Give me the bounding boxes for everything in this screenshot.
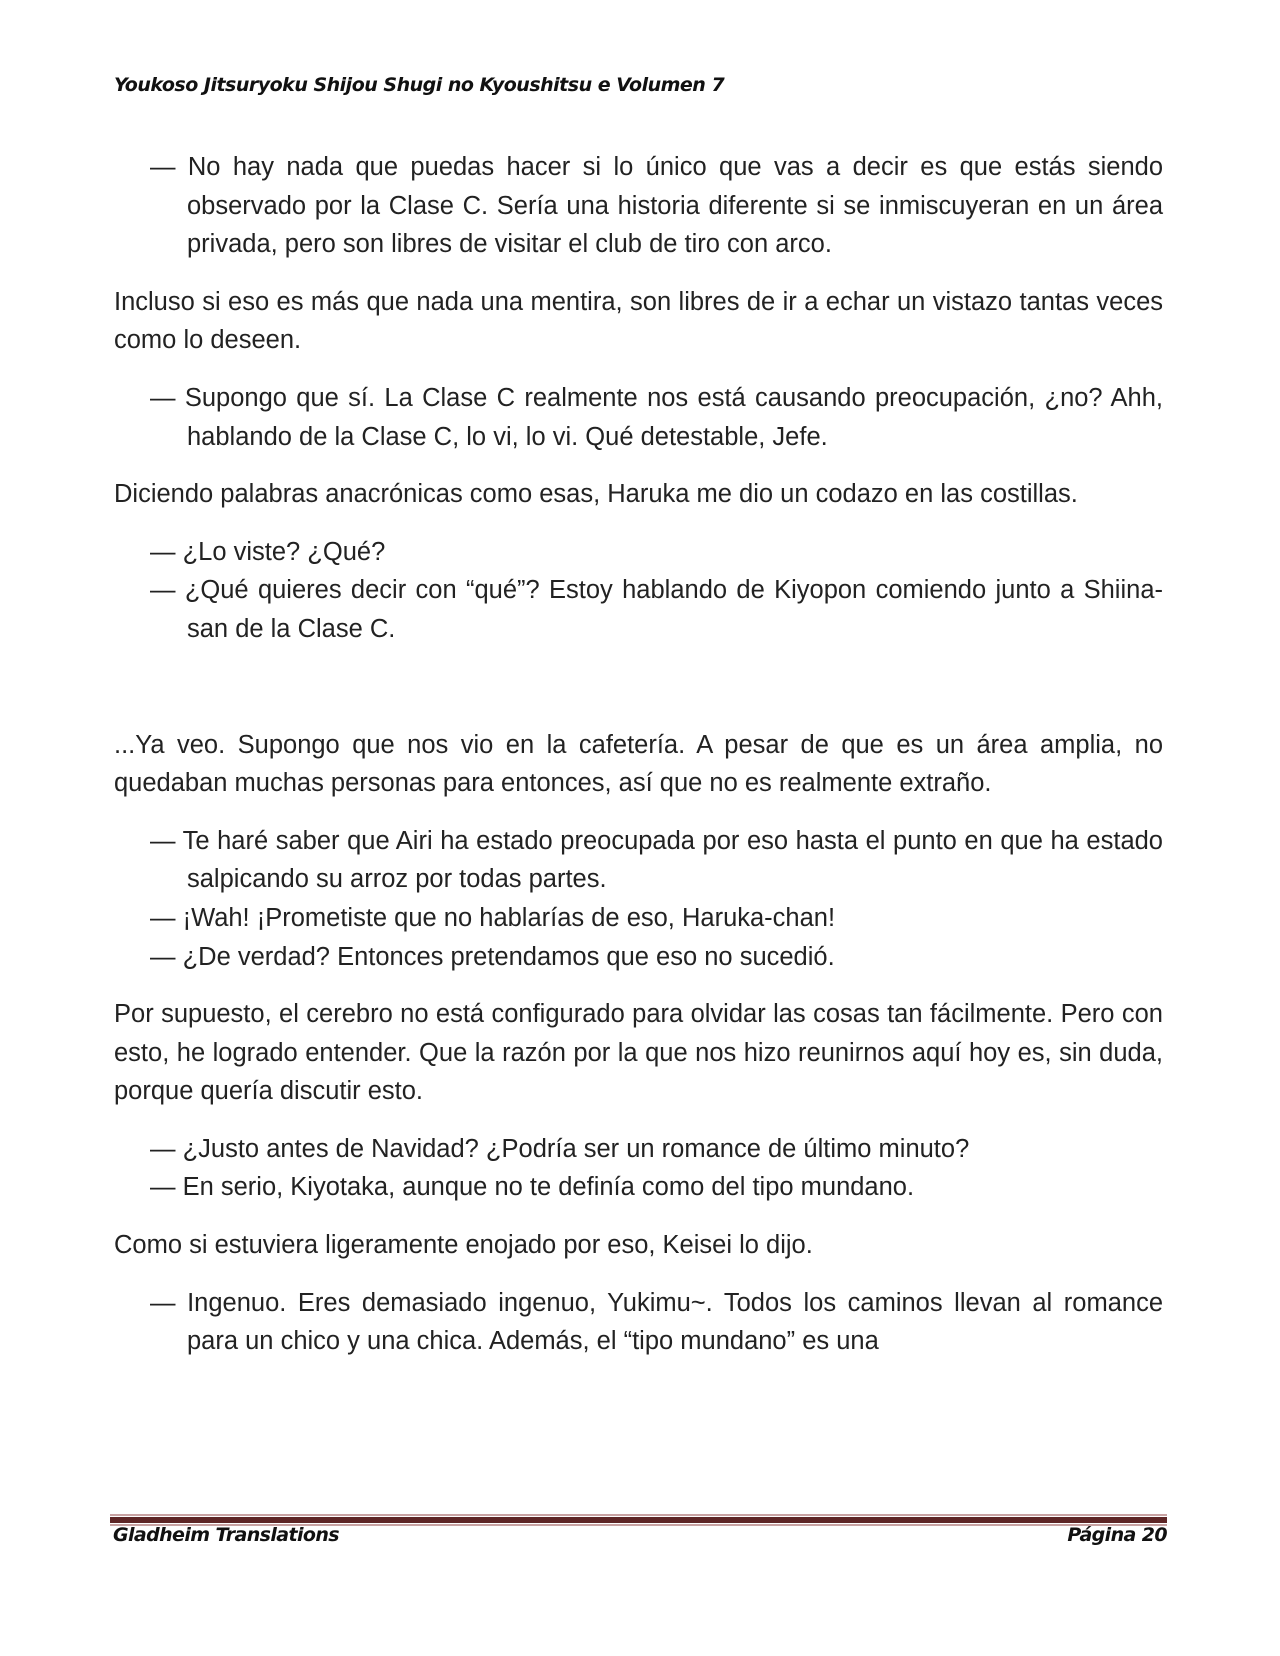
dialogue-line: — Supongo que sí. La Clase C realmente nos está causando preocupación, ¿no? Ahh, hablando de la Clase C, lo vi, lo vi. Qué detestable, Jefe. — [150, 383, 1163, 451]
dialogue-line: — ¿Qué quieres decir con “qué”? Estoy hablando de Kiyopon comiendo junto a Shiina-san de la Clase C. — [150, 576, 1163, 643]
dialogue-line: — No hay nada que puedas hacer si lo único que vas a decir es que estás siendo observado por la Clase C. Sería una historia diferente si se inmiscuyeran en un área privada, pero son libres de visitar el club de tiro con arco. — [150, 153, 1163, 259]
dialogue-block — [114, 379, 1163, 456]
paragraph: Incluso si eso es más que nada una mentira, son libres de ir a echar un vistazo tantas veces como lo deseen. — [114, 287, 1163, 355]
dialogue-block — [114, 533, 1163, 649]
dialogue-line: — Te haré saber que Airi ha estado preocupada por eso hasta el punto en que ha estado salpicando su arroz por todas partes. — [150, 826, 1163, 894]
dialogue-line: — ¿Justo antes de Navidad? ¿Podría ser un romance de último minuto? — [150, 1134, 970, 1163]
dialogue-line: — ¡Wah! ¡Prometiste que no hablarías de eso, Haruka-chan! — [150, 903, 836, 932]
dialogue-line: — ¿Lo viste? ¿Qué? — [150, 537, 386, 566]
dialogue-line: — Ingenuo. Eres demasiado ingenuo, Yukimu~. Todos los caminos llevan al romance para un chico y una chica. Además, el “tipo mundano” es una — [150, 1288, 1163, 1356]
dialogue-block — [114, 1130, 1163, 1207]
dialogue-block — [114, 1284, 1163, 1361]
dialogue-block — [114, 148, 1163, 264]
blank-space — [114, 668, 1163, 726]
paragraph: Diciendo palabras anacrónicas como esas, Haruka me dio un codazo en las costillas. — [114, 480, 1078, 509]
paragraph: ...Ya veo. Supongo que nos vio en la cafetería. A pesar de que es un área amplia, no quedaban muchas personas para entonces, así que no es realmente extraño. — [114, 730, 1163, 798]
paragraph: Como si estuviera ligeramente enojado por eso, Keisei lo dijo. — [114, 1231, 813, 1260]
page-body — [114, 148, 1163, 1380]
dialogue-line: — ¿De verdad? Entonces pretendamos que eso no sucedió. — [150, 942, 835, 971]
paragraph: Por supuesto, el cerebro no está configurado para olvidar las cosas tan fácilmente. Pero con esto, he logrado entender. Que la razón por la que nos hizo reunirnos aquí hoy es, sin duda, porque quería discutir esto. — [114, 1000, 1163, 1106]
footer-translator: Gladheim Translations — [113, 1524, 339, 1546]
page-number: Página 20 — [1067, 1524, 1167, 1546]
dialogue-line: — En serio, Kiyotaka, aunque no te definía como del tipo mundano. — [150, 1173, 915, 1202]
running-header: Youkoso Jitsuryoku Shijou Shugi no Kyoushitsu e Volumen 7 — [114, 74, 725, 96]
dialogue-block — [114, 822, 1163, 976]
